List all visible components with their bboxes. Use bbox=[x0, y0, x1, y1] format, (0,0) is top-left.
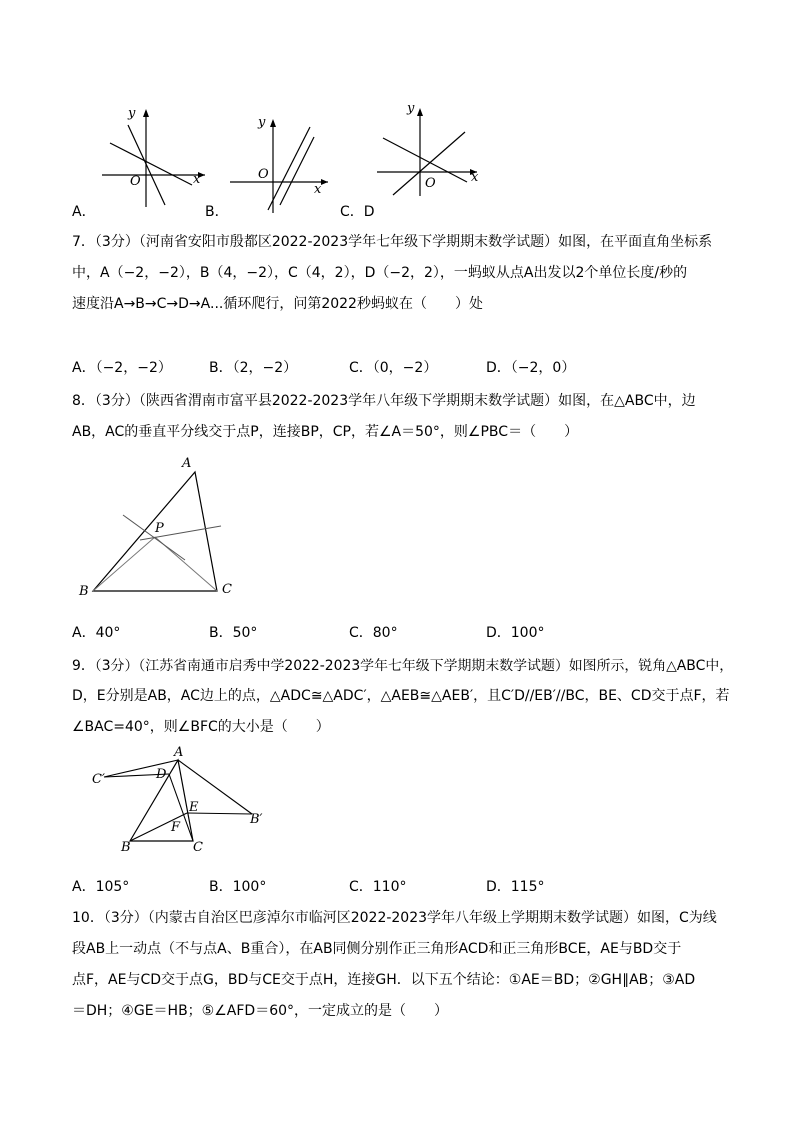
q6-graph-b bbox=[228, 115, 338, 215]
q8-option-c[interactable]: C．80° bbox=[349, 625, 398, 641]
q6b-origin-label: O bbox=[258, 167, 269, 182]
q10-line-4: ＝DH；④GE＝HB；⑤∠AFD＝60°，一定成立的是（ ） bbox=[72, 1003, 449, 1019]
q9-option-a[interactable]: A．105° bbox=[72, 879, 130, 895]
q9-label-c-prime: C′ bbox=[92, 772, 105, 787]
q6c-y-label: y bbox=[407, 101, 415, 116]
q6c-origin-label: O bbox=[425, 176, 436, 191]
q6-graph-a bbox=[100, 105, 210, 210]
q6-option-b[interactable]: B． bbox=[205, 204, 229, 220]
q9-line-1: 9．（3分）（江苏省南通市启秀中学2022-2023学年七年级下学期期末数学试题）如图所示，锐角△ABC中， bbox=[72, 658, 734, 674]
q6-option-c[interactable]: C．D bbox=[340, 204, 375, 220]
q6a-y-label: y bbox=[128, 106, 136, 121]
q8-label-a: A bbox=[182, 456, 192, 471]
q8-line-1: 8．（3分）（陕西省渭南市富平县2022-2023学年八年级下学期期末数学试题）如图，在△ABC中，边 bbox=[72, 393, 696, 409]
q7-option-d[interactable]: D．（−2，0） bbox=[486, 360, 576, 376]
q9-label-f: F bbox=[171, 820, 181, 835]
q8-line-2: AB，AC的垂直平分线交于点P，连接BP，CP，若∠A＝50°，则∠PBC＝（ ） bbox=[72, 424, 579, 440]
q6b-x-label: x bbox=[314, 182, 322, 197]
q9-line-3: ∠BAC=40°，则∠BFC的大小是（ ） bbox=[72, 719, 330, 735]
q9-label-b-prime: B′ bbox=[250, 812, 263, 827]
q8-label-b: B bbox=[79, 584, 89, 599]
q7-line-3: 速度沿A→B→C→D→A...循环爬行，问第2022秒蚂蚁在（ ）处 bbox=[72, 296, 483, 312]
q9-option-d[interactable]: D．115° bbox=[486, 879, 545, 895]
q7-options bbox=[72, 357, 722, 377]
q9-option-b[interactable]: B．100° bbox=[209, 879, 267, 895]
q9-label-e: E bbox=[189, 800, 199, 815]
q9-label-a: A bbox=[174, 745, 184, 760]
q6-option-a[interactable]: A． bbox=[72, 204, 96, 220]
q9-label-c: C bbox=[193, 840, 203, 855]
q7-line-2: 中，A（−2，−2），B（4，−2），C（4，2），D（−2，2），一蚂蚁从点A出发以2个单位长度/秒的 bbox=[72, 265, 688, 281]
q9-options bbox=[72, 876, 722, 896]
q8-option-a[interactable]: A．40° bbox=[72, 625, 121, 641]
q7-option-c[interactable]: C．（0，−2） bbox=[349, 360, 438, 376]
q9-label-b: B bbox=[121, 840, 131, 855]
q7-option-a[interactable]: A．（−2，−2） bbox=[72, 360, 172, 376]
q6a-x-label: x bbox=[193, 172, 201, 187]
q7-line-1: 7．（3分）（河南省安阳市殷都区2022-2023学年七年级下学期期末数学试题）如图，在平面直角坐标系 bbox=[72, 234, 713, 250]
q9-line-2: D，E分别是AB，AC边上的点，△ADC≅△ADC′，△AEB≅△AEB′，且C′D//EB′//BC，BE、CD交于点F，若 bbox=[72, 688, 730, 704]
q9-option-c[interactable]: C．110° bbox=[349, 879, 407, 895]
q10-line-1: 10．（3分）（内蒙古自治区巴彦淖尔市临河区2022-2023学年八年级上学期期末数学试题）如图，C为线 bbox=[72, 910, 717, 926]
q7-option-b[interactable]: B．（2，−2） bbox=[209, 360, 298, 376]
q6b-y-label: y bbox=[258, 115, 266, 130]
q10-line-2: 段AB上一动点（不与点A、B重合），在AB同侧分别作正三角形ACD和正三角形BCE，AE与BD交于 bbox=[72, 941, 682, 957]
q8-option-b[interactable]: B．50° bbox=[209, 625, 258, 641]
q6-options bbox=[72, 201, 722, 221]
q8-option-d[interactable]: D．100° bbox=[486, 625, 545, 641]
q9-label-d: D bbox=[156, 767, 167, 782]
q6a-origin-label: O bbox=[130, 174, 141, 189]
q8-options bbox=[72, 622, 722, 642]
q10-line-3: 点F，AE与CD交于点G，BD与CE交于点H，连接GH．以下五个结论：①AE＝BD；②GH∥AB；③AD bbox=[72, 972, 696, 988]
q6c-x-label: x bbox=[471, 170, 479, 185]
q8-label-p: P bbox=[155, 521, 164, 536]
q8-label-c: C bbox=[222, 582, 232, 597]
